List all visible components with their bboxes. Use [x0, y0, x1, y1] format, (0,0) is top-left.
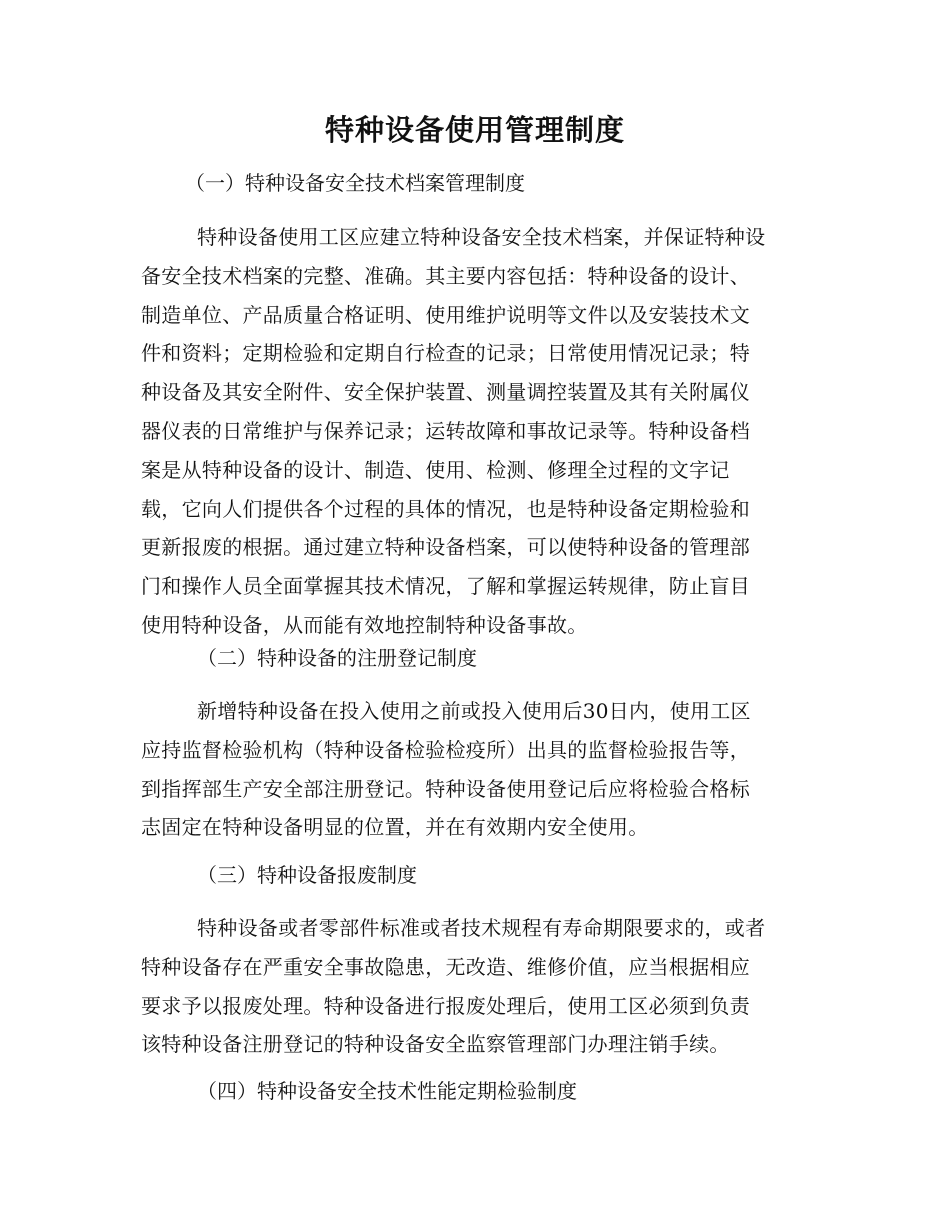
paragraph-line: 应持监督检验机构（特种设备检验检疫所）出具的监督检验报告等，	[141, 737, 750, 762]
section-1-heading: （一）特种设备安全技术档案管理制度	[185, 171, 525, 195]
paragraph-line: 使用特种设备，从而能有效地控制特种设备事故。	[141, 612, 588, 637]
paragraph-line: 件和资料；定期检验和定期自行检查的记录；日常使用情况记录；特	[141, 341, 750, 366]
paragraph-line: 器仪表的日常维护与保养记录；运转故障和事故记录等。特种设备档	[141, 418, 750, 443]
paragraph-line: 特种设备使用工区应建立特种设备安全技术档案，并保证特种设	[197, 225, 766, 249]
paragraph-line: 制造单位、产品质量合格证明、使用维护说明等文件以及安装技术文	[141, 302, 750, 327]
paragraph-line: 到指挥部生产安全部注册登记。特种设备使用登记后应将检验合格标	[141, 776, 750, 801]
paragraph-line: 门和操作人员全面掌握其技术情况，了解和掌握运转规律，防止盲目	[141, 574, 750, 599]
paragraph-line: 案是从特种设备的设计、制造、使用、检测、修理全过程的文字记	[141, 457, 730, 482]
paragraph-line: 志固定在特种设备明显的位置，并在有效期内安全使用。	[141, 815, 649, 840]
paragraph-line: 要求予以报废处理。特种设备进行报废处理后，使用工区必须到负责	[141, 993, 750, 1018]
section-3-heading: （三）特种设备报废制度	[197, 863, 417, 887]
section-2-heading: （二）特种设备的注册登记制度	[197, 646, 477, 670]
paragraph-line: 该特种设备注册登记的特种设备安全监察管理部门办理注销手续。	[141, 1032, 730, 1057]
paragraph-line: 特种设备或者零部件标准或者技术规程有寿命期限要求的，或者	[197, 916, 766, 940]
document-title: 特种设备使用管理制度	[324, 113, 625, 147]
section-2-paragraph	[141, 692, 821, 847]
paragraph-line: 更新报废的根据。通过建立特种设备档案，可以使特种设备的管理部	[141, 535, 750, 560]
section-4-heading: （四）特种设备安全技术性能定期检验制度	[197, 1079, 577, 1103]
paragraph-line: 种设备及其安全附件、安全保护装置、测量调控装置及其有关附属仪	[141, 380, 750, 405]
paragraph-line: 特种设备存在严重安全事故隐患，无改造、维修价值，应当根据相应	[141, 954, 750, 979]
paragraph-line: 载，它向人们提供各个过程的具体的情况，也是特种设备定期检验和	[141, 496, 750, 521]
paragraph-line: 新增特种设备在投入使用之前或投入使用后30日内，使用工区	[197, 699, 751, 723]
section-3-paragraph	[141, 909, 821, 1064]
paragraph-line: 备安全技术档案的完整、准确。其主要内容包括：特种设备的设计、	[141, 263, 750, 288]
section-1-paragraph	[141, 218, 821, 645]
